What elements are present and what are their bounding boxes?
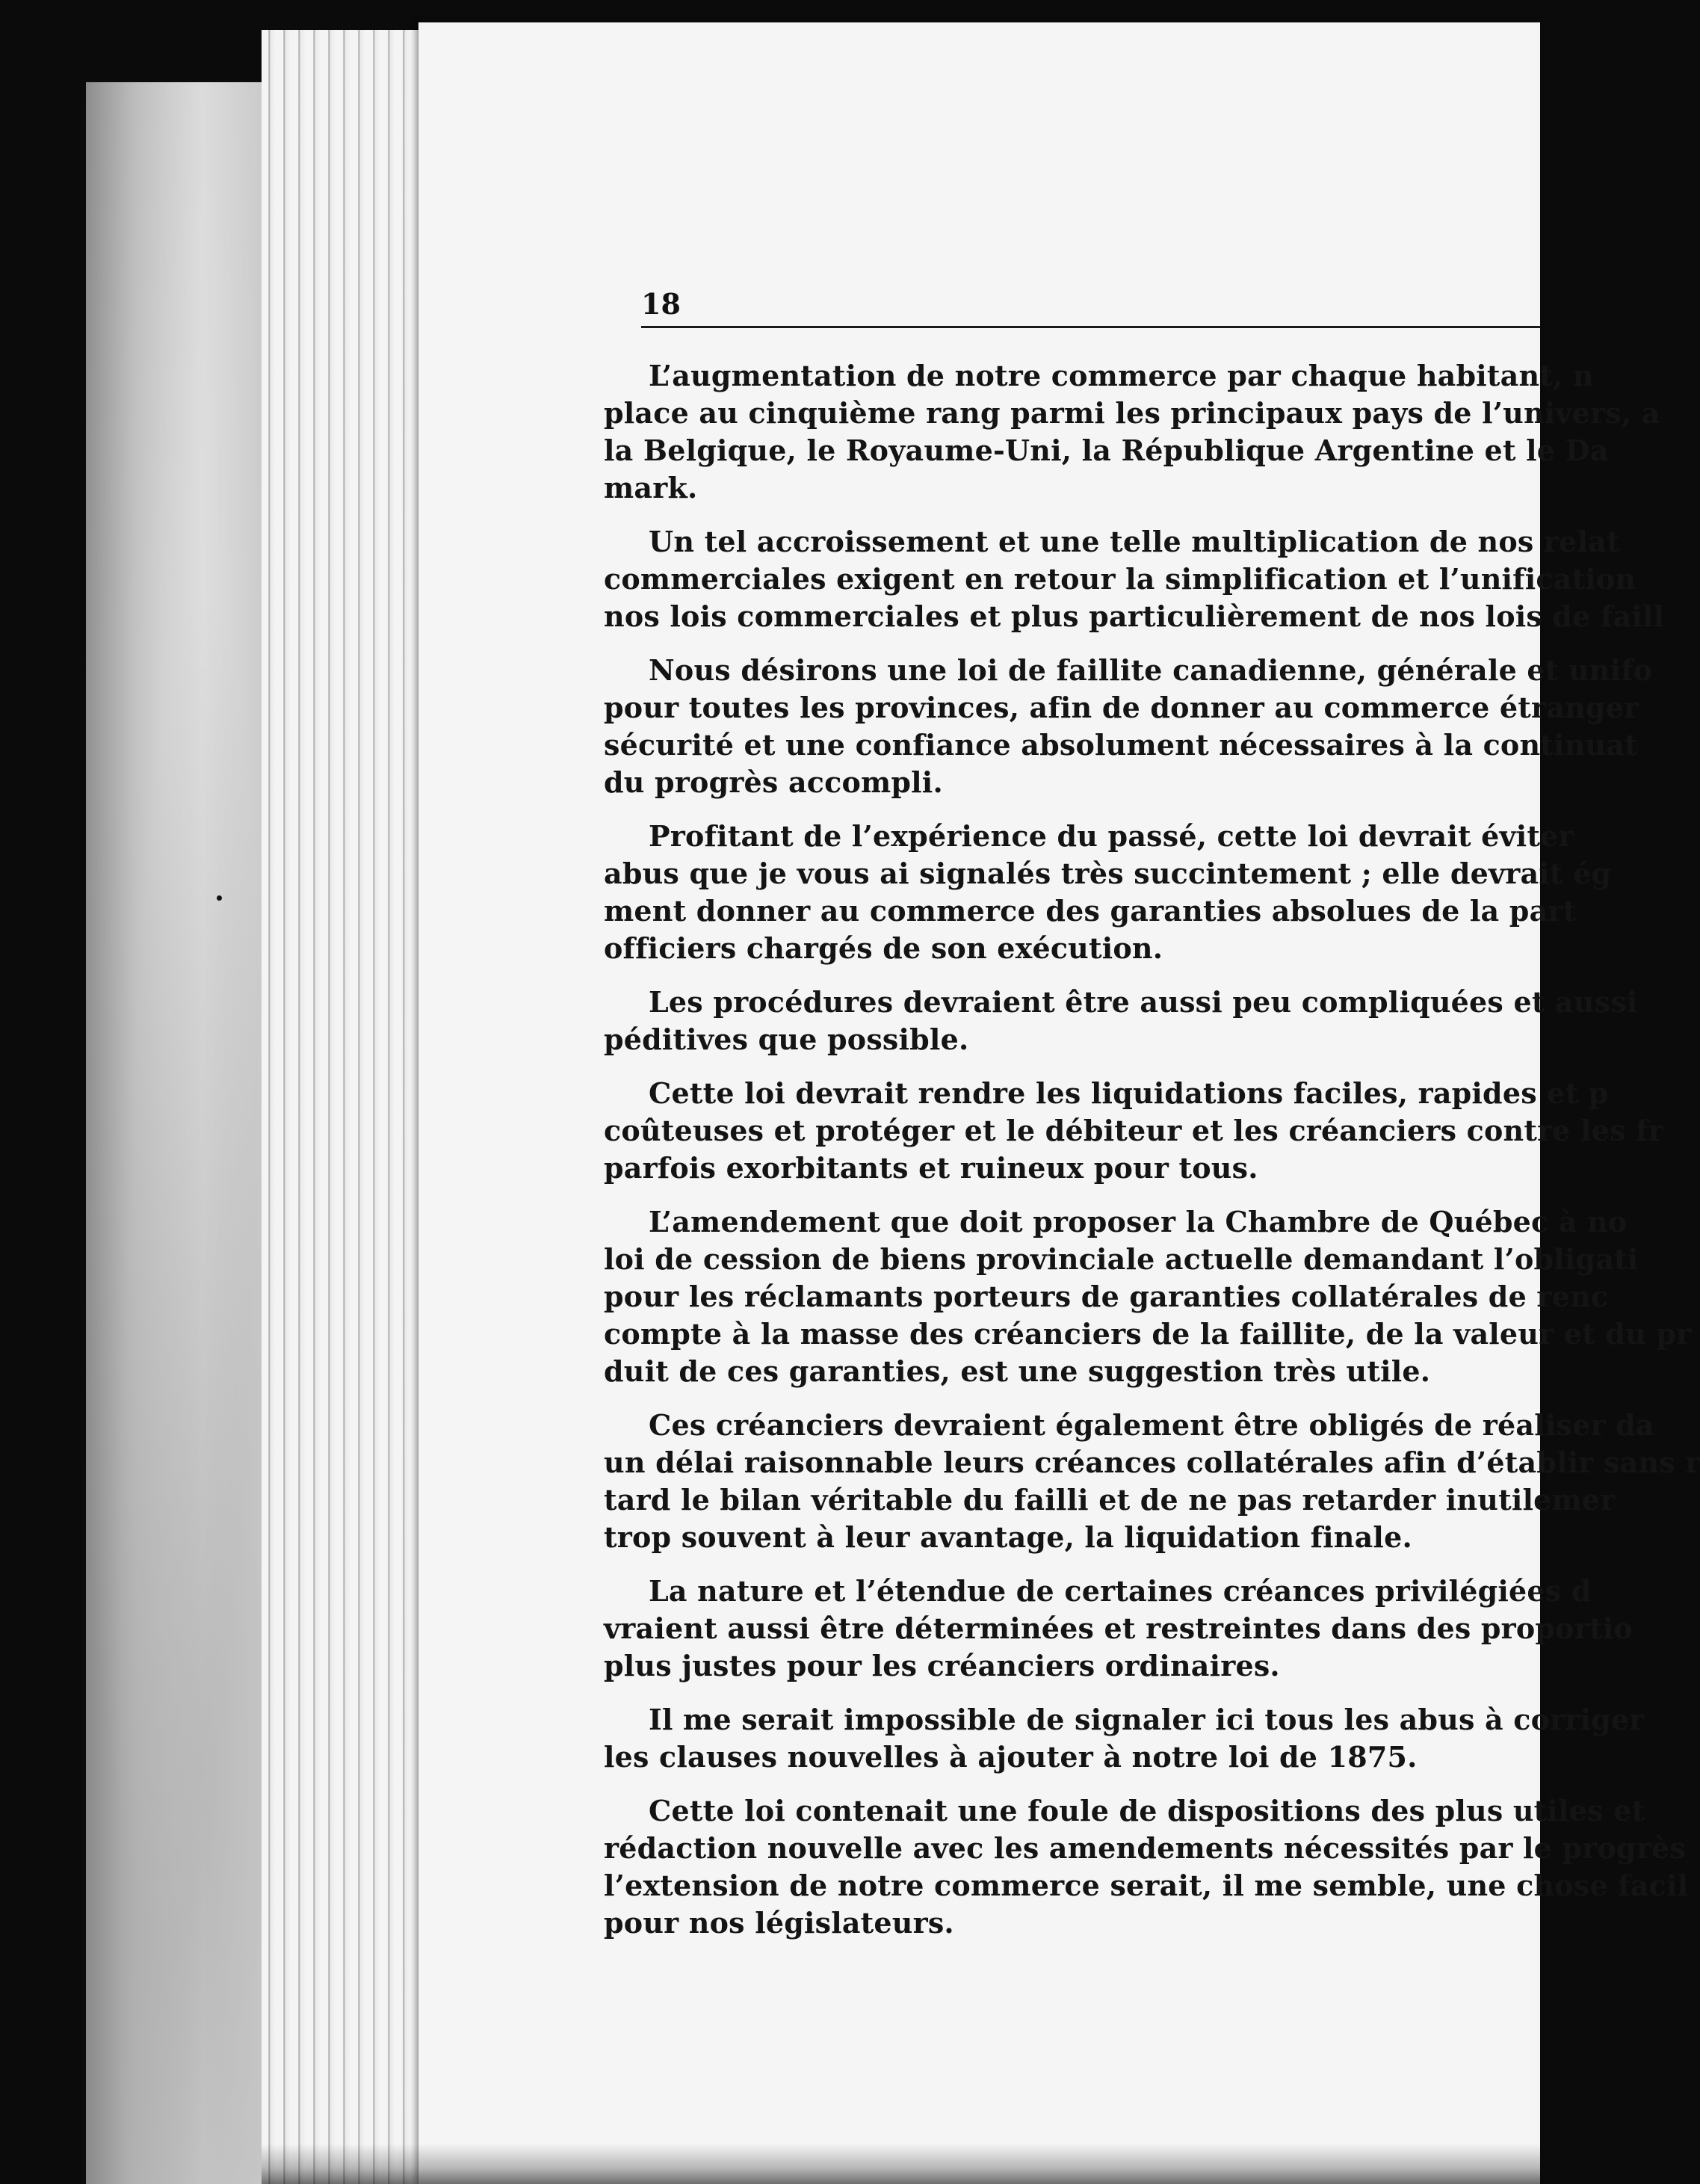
text-line: pour nos législateurs. — [604, 1906, 954, 1940]
paragraph — [604, 1701, 1645, 1776]
text-line: Cette loi contenait une foule de dispositions des plus utiles et — [649, 1794, 1645, 1827]
text-line: péditives que possible. — [604, 1022, 969, 1056]
text-line: coûteuses et protéger et le débiteur et les créanciers contre les fr — [604, 1114, 1663, 1147]
text-line: Un tel accroissement et une telle multiplication de nos relat — [649, 525, 1620, 558]
text-line: parfois exorbitants et ruineux pour tous. — [604, 1151, 1258, 1185]
text-line: Profitant de l’expérience du passé, cette loi devrait éviter — [649, 819, 1574, 853]
paragraph — [604, 1792, 1689, 1942]
text-line: rédaction nouvelle avec les amendements nécessités par le progrès — [604, 1831, 1686, 1865]
paragraph — [604, 357, 1660, 507]
text-line: pour les réclamants porteurs de garanties collatérales de renc — [604, 1280, 1609, 1313]
text-line: Nous désirons une loi de faillite canadienne, générale et unifo — [649, 653, 1653, 687]
text-line: du progrès accompli. — [604, 765, 943, 799]
text-line: tard le bilan véritable du failli et de ne pas retarder inutilemer — [604, 1483, 1616, 1517]
text-line: Ces créanciers devraient également être obligés de réaliser da — [649, 1408, 1654, 1442]
text-line: L’amendement que doit proposer la Chambre de Québec à no — [649, 1205, 1628, 1238]
text-line: commerciales exigent en retour la simplification et l’unification — [604, 562, 1636, 596]
paragraph — [604, 652, 1653, 801]
paragraph — [604, 984, 1638, 1058]
text-line: compte à la masse des créanciers de la faillite, de la valeur et du pr — [604, 1317, 1692, 1351]
text-line: plus justes pour les créanciers ordinaires. — [604, 1649, 1280, 1682]
text-line: un délai raisonnable leurs créances collatérales afin d’établir sans r — [604, 1446, 1700, 1479]
text-line: abus que je vous ai signalés très succintement ; elle devrait ég — [604, 857, 1612, 890]
text-line: trop souvent à leur avantage, la liquidation finale. — [604, 1520, 1412, 1554]
paragraph — [604, 818, 1612, 967]
background-surface — [86, 82, 280, 2184]
text-line: ment donner au commerce des garanties absolues de la part — [604, 894, 1577, 928]
paragraph — [604, 1573, 1633, 1685]
text-line: vraient aussi être déterminées et restreintes dans des proportio — [604, 1611, 1633, 1645]
paragraph — [604, 1075, 1663, 1187]
text-line: loi de cession de biens provinciale actuelle demandant l’obligati — [604, 1242, 1639, 1276]
text-line: Les procédures devraient être aussi peu compliquées et aussi — [649, 985, 1638, 1019]
page-number: 18 — [641, 287, 681, 321]
text-line: Il me serait impossible de signaler ici tous les abus à corriger — [649, 1703, 1645, 1736]
book-page-edges — [262, 30, 426, 2184]
paragraph — [604, 1407, 1700, 1556]
text-line: place au cinquième rang parmi les principaux pays de l’univers, a — [604, 396, 1660, 430]
header-rule — [641, 326, 1540, 328]
page-bottom-shadow — [262, 2144, 1540, 2184]
text-line: pour toutes les provinces, afin de donner au commerce étranger — [604, 691, 1639, 724]
text-line: l’extension de notre commerce serait, il me semble, une chose facil — [604, 1869, 1689, 1902]
text-line: mark. — [604, 471, 698, 505]
text-line: duit de ces garanties, est une suggestion très utile. — [604, 1354, 1431, 1388]
body-text — [604, 357, 1700, 2002]
text-line: les clauses nouvelles à ajouter à notre loi de 1875. — [604, 1740, 1418, 1774]
text-line: La nature et l’étendue de certaines créances privilégiées d — [649, 1574, 1592, 1608]
text-line: la Belgique, le Royaume-Uni, la République Argentine et le Da — [604, 434, 1609, 467]
text-line: sécurité et une confiance absolument nécessaires à la continuat — [604, 728, 1638, 762]
text-line: officiers chargés de son exécution. — [604, 931, 1163, 965]
text-line: Cette loi devrait rendre les liquidations faciles, rapides et p — [649, 1076, 1609, 1110]
paragraph — [604, 1203, 1692, 1390]
dust-speck — [217, 895, 222, 901]
text-line: L’augmentation de notre commerce par chaque habitant, n — [649, 359, 1594, 392]
paragraph — [604, 523, 1665, 635]
text-line: nos lois commerciales et plus particulièrement de nos lois de faill — [604, 599, 1665, 633]
